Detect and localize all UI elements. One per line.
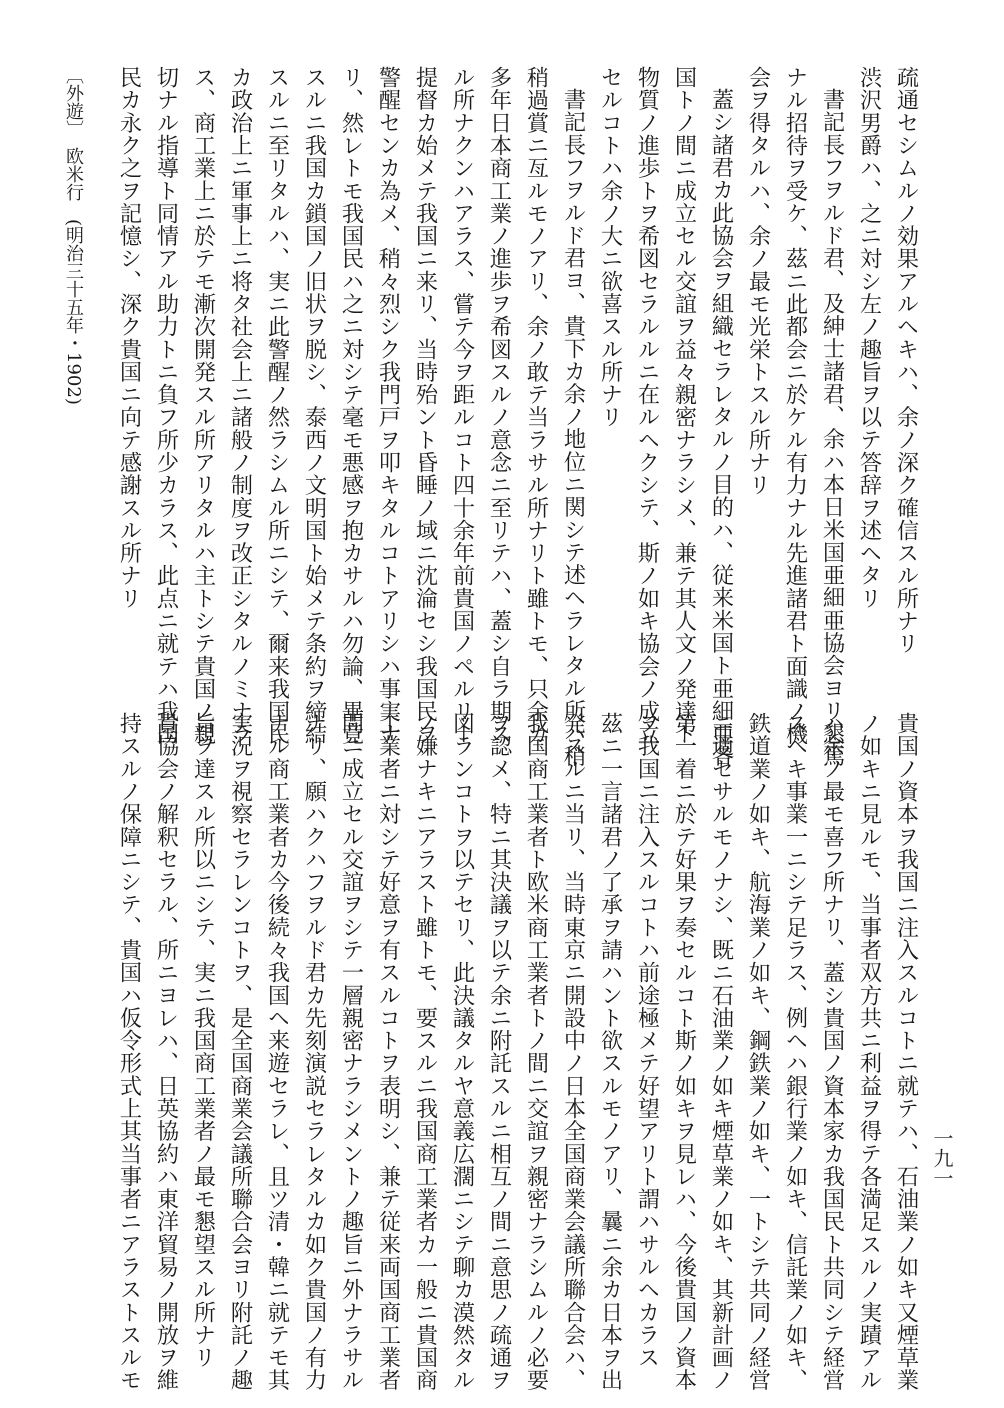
text-column: 持スルノ保障ニシテ、貴国ハ仮令形式上其当事者ニアラストスルモ [116,712,142,1392]
text-column: ニ適セサルモノナシ、既ニ石油業ノ如キ煙草業ノ如キ、其新計画ノ [708,712,734,1392]
text-column: 書記長フヲルド君、及紳士諸君、余ハ本日米国亜細亜協会ヨリ懇篤 [819,88,845,768]
text-column: 警醒センカ為メ、稍々烈シク我門戸ヲ叩キタルコトアリシハ事実ナ [375,66,401,746]
text-column: 蓋シ諸君カ此協会ヲ組織セラレタルノ目的ハ、従来米国ト亜細亜各 [708,88,734,768]
text-column: カ政治上ニ軍事上ニ将タ社会上ニ諸般ノ制度ヲ改正シタルノミナラ [227,66,253,746]
text-column: ヲ認メ、特ニ其決議ヲ以テ余ニ附託スルニ相互ノ間ニ意思ノ疏通ヲ [486,712,512,1392]
text-column: 実況ヲ視察セラレンコトヲ、是全国商業会議所聯合会ヨリ附託ノ趣 [227,712,253,1392]
text-column: 間ニ成立セル交誼ヲシテ一層親密ナラシメントノ趣旨ニ外ナラサル [338,712,364,1392]
text-column: ノ如キニ見ルモ、当事者双方共ニ利益ヲ得テ各満足スルノ実蹟アル [856,712,882,1392]
text-column: 疏通セシムルノ効果アルヘキハ、余ノ深ク確信スル所ナリ [893,66,919,655]
text-column: 貴協会ノ解釈セラル、所ニヨレハ、日英協約ハ東洋貿易ノ開放ヲ維 [153,712,179,1392]
text-column: 書記長フヲルド君ヨ、貴下カ余ノ地位ニ関シテ述ヘラレタル所ハ稍 [560,88,586,768]
text-column: 茲ニ一言諸君ノ了承ヲ請ハント欲スルモノアリ、曩ニ余カ日本ヲ出 [597,712,623,1392]
text-column: 発スルニ当リ、当時東京ニ開設中ノ日本全国商業会議所聯合会ハ、 [560,712,586,1392]
text-column: スルニ至リタルハ、実ニ此警醒ノ然ラシムル所ニシテ、爾来我国民 [264,66,290,746]
text-column: 図ランコトヲ以テセリ、此決議タルヤ意義広濶ニシテ聊カ漠然タル [449,712,475,1392]
text-column: ハ余ノ最モ喜フ所ナリ、蓋シ貴国ノ資本家カ我国民ト共同シテ経営 [819,712,845,1392]
text-column: 我国商工業者ト欧米商工業者トノ間ニ交誼ヲ親密ナラシムルノ必要 [523,712,549,1392]
text-column: ノ嫌ナキニアラスト雖トモ、要スルニ我国商工業者カ一般ニ貴国商 [412,712,438,1392]
text-column: 工業者ニ対シテ好意ヲ有スルコトヲ表明シ、兼テ従来両国商工業者 [375,712,401,1392]
text-column: ナル招待ヲ受ケ、茲ニ此都会ニ於ケル有力ナル先進諸君ト面識ノ機 [782,66,808,746]
text-column: 第一着ニ於テ好果ヲ奏セルコト斯ノ如キヲ見レハ、今後貴国ノ資本 [671,712,697,1392]
text-column: 旨ヲ達スル所以ニシテ、実ニ我国商工業者ノ最モ懇望スル所ナリ [190,712,216,1369]
text-column: ヲ我国ニ注入スルコトハ前途極メテ好望アリト謂ハサルヘカラス [634,712,660,1369]
text-column: セルコトハ余ノ大ニ欲喜スル所ナリ [597,66,623,429]
text-column: 物質ノ進歩トヲ希図セラルルニ在ルヘクシテ、斯ノ如キ協会ノ成立 [634,66,660,746]
text-column: スヘキ事業一ニシテ足ラス、例ヘハ銀行業ノ如キ、信託業ノ如キ、 [782,712,808,1392]
text-column: リ、然レトモ我国民ハ之ニ対シテ毫モ悪感ヲ抱カサルハ勿論、畢竟 [338,66,364,746]
text-column: 鉄道業ノ如キ、航海業ノ如キ、鋼鉄業ノ如キ、一トシテ共同ノ経営 [745,712,771,1392]
text-column: 切ナル指導ト同情アル助力トニ負フ所少カラス、此点ニ就テハ我国 [153,66,179,746]
text-column: ナル商工業者カ今後続々我国ヘ来遊セラレ、且ツ清・韓ニ就テモ其 [264,712,290,1392]
text-column: 多年日本商工業ノ進歩ヲ希図スルノ意念ニ至リテハ、蓋シ自ラ期ス [486,66,512,746]
text-column: 提督カ始メテ我国ニ来リ、当時殆ント昏睡ノ域ニ沈淪セシ我国民ヲ [412,66,438,746]
page-number: 一九一 [930,1128,954,1188]
text-column: ル所ナクンハアラス、嘗テ今ヲ距ルコト四十余年前貴国ノペルリー [449,66,475,746]
text-column: スルニ我国カ鎖国ノ旧状ヲ脱シ、泰西ノ文明国ト始メテ条約ヲ締結 [301,66,327,746]
text-column: 貴国ノ資本ヲ我国ニ注入スルコトニ就テハ、石油業ノ如キ又煙草業 [893,712,919,1392]
text-column: 渋沢男爵ハ、之ニ対シ左ノ趣旨ヲ以テ答辞ヲ述ヘタリ [856,66,882,610]
text-column: ナリ、願ハクハフヲルド君カ先刻演説セラレタルカ如ク貴国ノ有力 [301,712,327,1392]
text-column: ス、商工業上ニ於テモ漸次開発スル所アリタルハ主トシテ貴国ノ親 [190,66,216,746]
text-column: 会ヲ得タルハ、余ノ最モ光栄トスル所ナリ [745,66,771,497]
text-column: 国トノ間ニ成立セル交誼ヲ益々親密ナラシメ、兼テ其人文ノ発達ト [671,66,697,746]
running-footer: 〔外遊〕 欧米行 (明治三十五年・1902) [63,66,84,405]
text-column: 民カ永ク之ヲ記憶シ、深ク貴国ニ向テ感謝スル所ナリ [116,66,142,610]
text-column: 稍過賞ニ亙ルモノアリ、余ノ敢テ当ラサル所ナリト雖トモ、只余カ [523,66,549,746]
